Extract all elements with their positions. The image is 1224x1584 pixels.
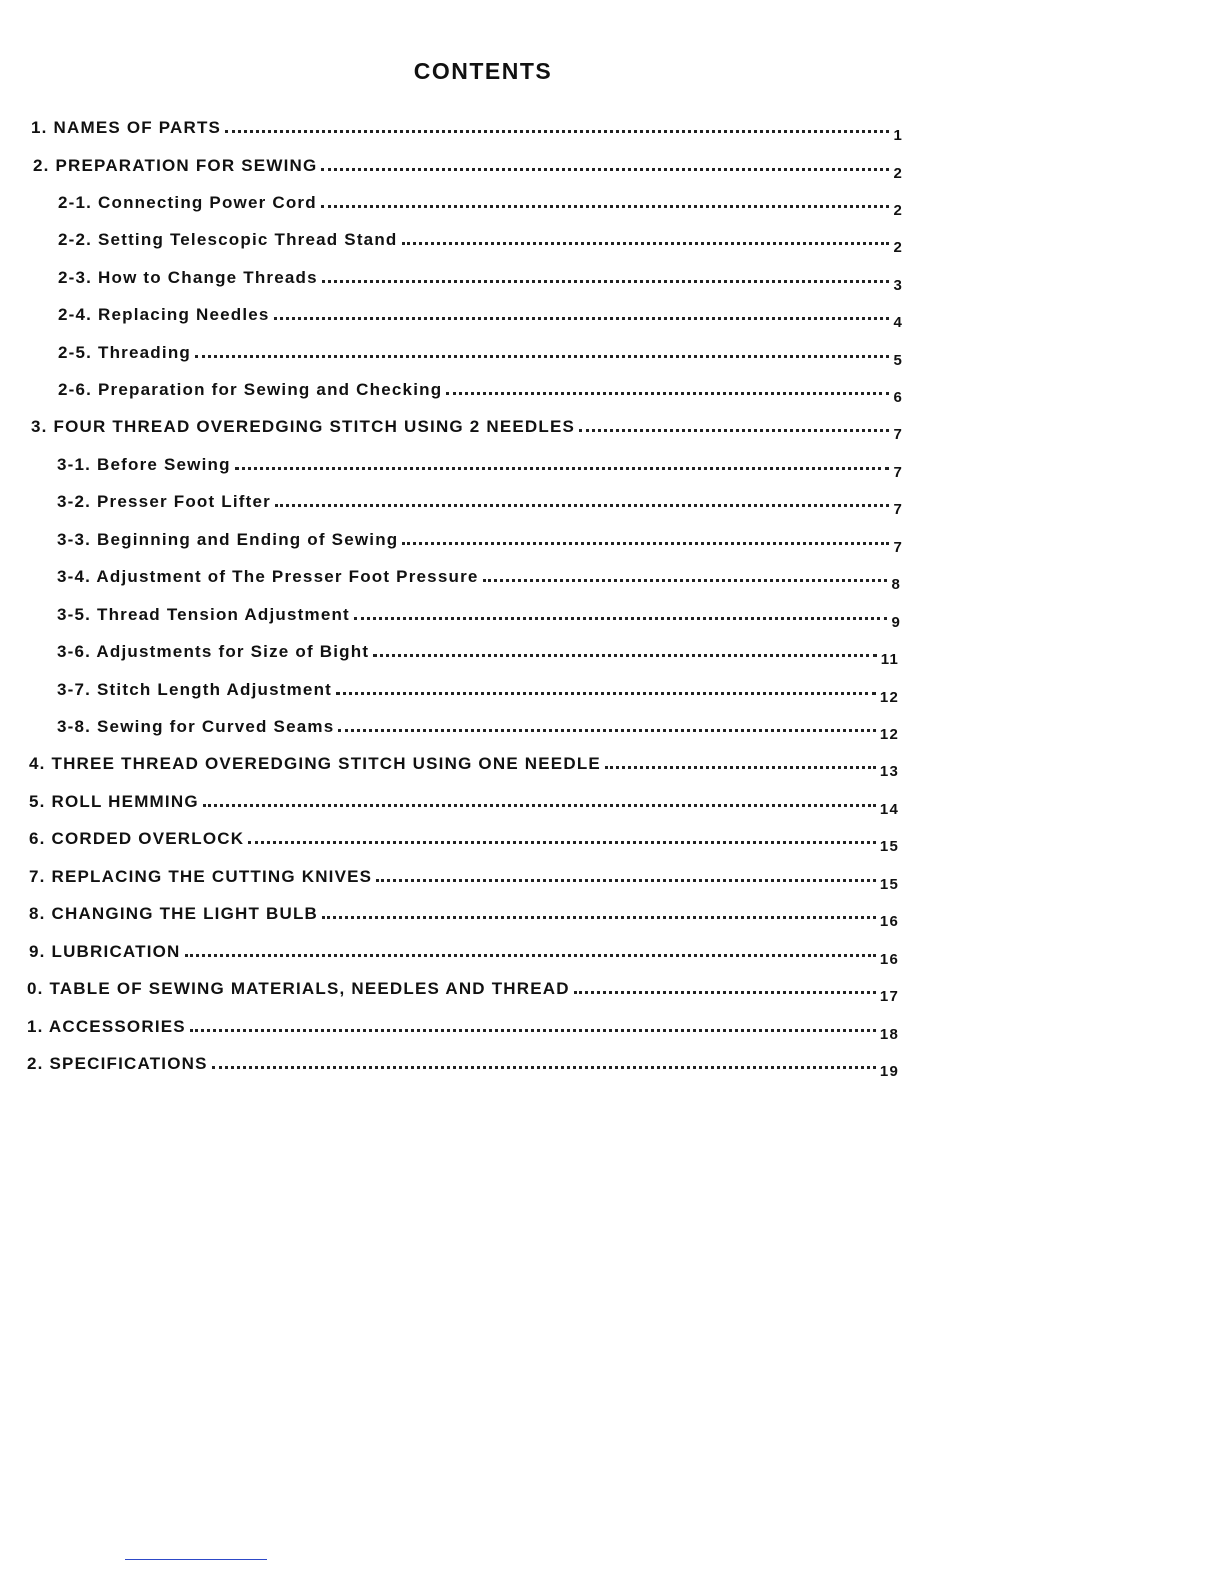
footer-rule <box>125 1559 267 1560</box>
toc-entry-label: 3-7. Stitch Length Adjustment <box>57 680 333 699</box>
toc-entry-page-number: 15 <box>879 876 899 893</box>
toc-entry-label: 3-1. Before Sewing <box>57 455 231 474</box>
toc-entry-page-number: 7 <box>893 539 903 556</box>
toc-entry-label: 3-3. Beginning and Ending of Sewing <box>57 530 399 549</box>
dot-leader <box>321 205 890 208</box>
toc-entry-label: 3. FOUR THREAD OVEREDGING STITCH USING 2 NEEDLES <box>31 417 576 436</box>
toc-entry <box>31 407 903 443</box>
toc-entry-page-number: 3 <box>893 277 903 294</box>
toc-entry-page-number: 12 <box>879 726 899 743</box>
toc-entry <box>29 894 899 930</box>
toc-entry-page-number: 5 <box>893 352 903 369</box>
toc-entry <box>57 445 903 481</box>
toc-entry-page-number: 17 <box>879 988 899 1005</box>
toc-entry-label: 0. TABLE OF SEWING MATERIALS, NEEDLES AND THREAD <box>27 979 570 998</box>
dot-leader <box>185 954 876 957</box>
toc-entry <box>57 557 901 593</box>
toc-entry-label: 3-5. Thread Tension Adjustment <box>57 605 350 624</box>
toc-entry-label: 7. REPLACING THE CUTTING KNIVES <box>29 867 373 886</box>
dot-leader <box>446 392 889 395</box>
toc-entry-label: 1. NAMES OF PARTS <box>31 118 222 137</box>
toc-entry-page-number: 4 <box>893 314 903 331</box>
page-title: CONTENTS <box>413 58 553 84</box>
toc-entry-page-number: 12 <box>879 689 899 706</box>
toc-entry-label: 2-6. Preparation for Sewing and Checking <box>58 380 443 399</box>
toc-entry-page-number: 2 <box>893 165 903 182</box>
toc-entry-label: 3-8. Sewing for Curved Seams <box>57 717 335 736</box>
dot-leader <box>354 617 888 620</box>
toc-entry-page-number: 18 <box>879 1026 899 1043</box>
toc-entry-label: 2-5. Threading <box>58 343 191 362</box>
dot-leader <box>336 692 876 695</box>
dot-leader <box>322 280 890 283</box>
dot-leader <box>235 467 890 470</box>
dot-leader <box>338 729 876 732</box>
dot-leader <box>322 916 876 919</box>
toc-entry <box>58 183 903 219</box>
toc-entry <box>58 258 903 294</box>
toc-entry <box>58 295 903 331</box>
dot-leader <box>248 841 876 844</box>
dot-leader <box>402 242 890 245</box>
toc-entry-label: 3-2. Presser Foot Lifter <box>57 492 271 511</box>
toc-entry-page-number: 15 <box>879 838 899 855</box>
dot-leader <box>190 1029 876 1032</box>
dot-leader <box>275 504 889 507</box>
toc-entry-page-number: 16 <box>879 951 899 968</box>
toc-entry <box>57 632 899 668</box>
toc-entry-page-number: 13 <box>879 763 899 780</box>
toc-entry-label: 2. PREPARATION FOR SEWING <box>33 156 318 175</box>
toc-entry-label: 3-4. Adjustment of The Presser Foot Pressure <box>57 567 479 586</box>
toc-entry-page-number: 14 <box>879 801 899 818</box>
toc-entry <box>57 707 899 743</box>
dot-leader <box>579 429 889 432</box>
toc-entry <box>27 969 899 1005</box>
toc-entry-page-number: 7 <box>893 501 903 518</box>
dot-leader <box>203 804 876 807</box>
toc-entry-page-number: 1 <box>893 127 903 144</box>
toc-entry <box>58 220 903 256</box>
toc-entry-label: 4. THREE THREAD OVEREDGING STITCH USING ONE NEEDLE <box>29 754 601 773</box>
toc-entry <box>58 333 903 369</box>
toc-entry <box>57 520 903 556</box>
toc-entry-label: 2-1. Connecting Power Cord <box>58 193 317 212</box>
dot-leader <box>605 766 876 769</box>
toc-entry <box>57 595 901 631</box>
toc-entry-page-number: 19 <box>879 1063 899 1080</box>
toc-entry-label: 1. ACCESSORIES <box>27 1017 186 1036</box>
dot-leader <box>376 879 876 882</box>
dot-leader <box>402 542 889 545</box>
dot-leader <box>574 991 876 994</box>
dot-leader <box>321 168 889 171</box>
toc-entry <box>29 932 899 968</box>
toc-entry-label: 2-3. How to Change Threads <box>58 268 318 287</box>
toc-entry <box>58 370 903 406</box>
toc-entry <box>27 1007 899 1043</box>
toc-entry <box>27 1044 899 1080</box>
toc-entry-label: 5. ROLL HEMMING <box>29 792 199 811</box>
dot-leader <box>195 355 889 358</box>
toc-entry-page-number: 6 <box>893 389 903 406</box>
toc-entry-page-number: 2 <box>893 202 903 219</box>
toc-entry <box>29 782 899 818</box>
toc-entry <box>33 146 903 182</box>
dot-leader <box>225 130 889 133</box>
toc-entry-label: 8. CHANGING THE LIGHT BULB <box>29 904 319 923</box>
toc-entry-page-number: 7 <box>893 464 903 481</box>
toc-entry-label: 3-6. Adjustments for Size of Bight <box>57 642 370 661</box>
dot-leader <box>483 579 888 582</box>
toc-entry-label: 2-2. Setting Telescopic Thread Stand <box>58 230 398 249</box>
toc-entry <box>29 819 899 855</box>
toc-entry-page-number: 2 <box>893 239 903 256</box>
toc-entry-page-number: 9 <box>891 614 901 631</box>
toc-entry <box>57 482 903 518</box>
toc-entry-label: 2. SPECIFICATIONS <box>27 1054 208 1073</box>
toc-entry-label: 9. LUBRICATION <box>29 942 181 961</box>
toc-entry <box>31 108 903 144</box>
dot-leader <box>212 1066 876 1069</box>
toc-entry <box>29 857 899 893</box>
toc-entry-label: 6. CORDED OVERLOCK <box>29 829 245 848</box>
toc-entry-label: 2-4. Replacing Needles <box>58 305 270 324</box>
toc-entry-page-number: 7 <box>893 426 903 443</box>
toc-entry <box>29 744 899 780</box>
toc-entry <box>57 670 899 706</box>
toc-entry-page-number: 8 <box>891 576 901 593</box>
dot-leader <box>274 317 890 320</box>
toc-entry-page-number: 11 <box>880 651 899 668</box>
dot-leader <box>373 654 877 657</box>
toc-entry-page-number: 16 <box>879 913 899 930</box>
